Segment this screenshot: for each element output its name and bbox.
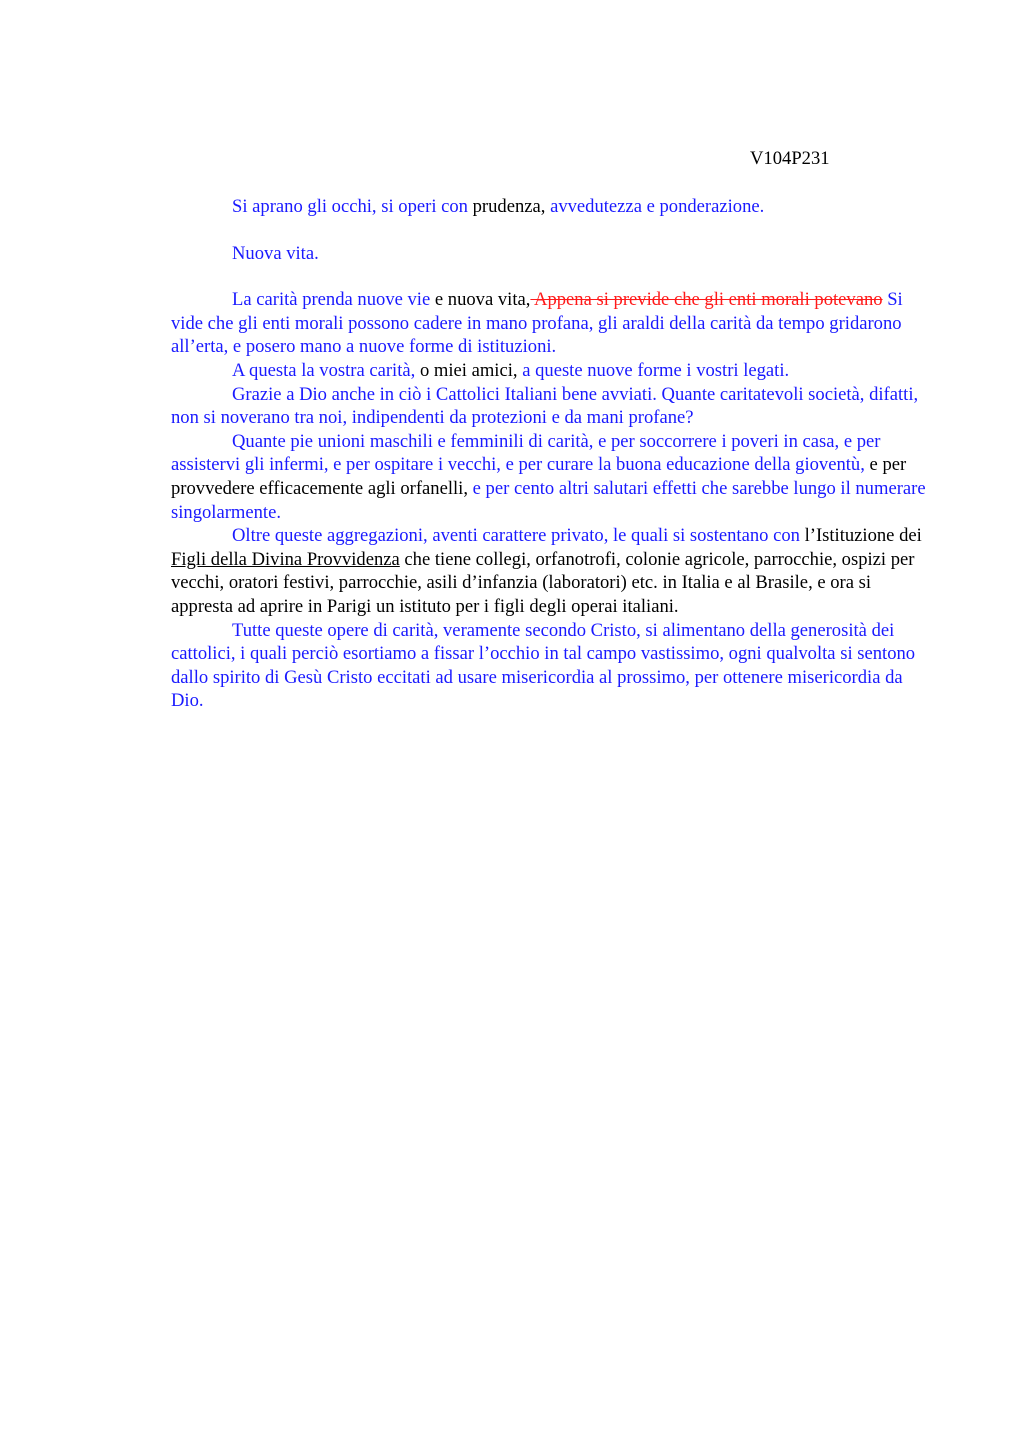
revision-text: La carità prenda nuove vie — [232, 289, 431, 311]
section-heading: Nuova vita. — [232, 242, 319, 264]
document-id: V104P231 — [750, 148, 830, 169]
original-text: che tiene collegi, orfanotrofi, colonie agricole, parrocchie, ospizi per vecchi, oratori festivi, parrocchie, asili d’infanzia (laboratori) etc. in Italia e al Brasile, e ora si appresta ad aprire in Parigi un istituto per i figli degli operai italiani. — [171, 548, 915, 617]
original-text: o miei amici, — [415, 359, 518, 381]
paragraph-divina-provvidenza — [171, 524, 936, 618]
revision-text: A questa la vostra carità, — [232, 359, 416, 381]
revision-text: Si vide che gli enti morali possono cadere in mano profana, gli araldi della carità da tempo gridarono all’erta, e posero mano a nuove forme di istituzioni. — [171, 289, 903, 358]
revision-text: e per cento altri salutari effetti che sarebbe lungo il numerare singolarmente. — [171, 477, 926, 523]
paragraph-carita-nuove-vie — [171, 288, 936, 359]
revision-text: Grazie a Dio anche in ciò i Cattolici Italiani bene avviati. Quante caritatevoli società, difatti, non si noverano tra noi, indipendenti da protezioni e da mani profane? — [171, 383, 919, 429]
document-body — [171, 195, 936, 713]
underlined-institution-name: Figli della Divina Provvidenza — [171, 548, 400, 570]
paragraph-vostra-carita — [171, 359, 936, 383]
revision-text: Quante pie unioni maschili e femminili di carità, e per soccorrere i poveri in casa, e per assistervi gli infermi, e per ospitare i vecchi, e per curare la buona educazione della gioventù, — [171, 430, 881, 476]
paragraph-prudenza — [171, 195, 936, 219]
paragraph-pie-unioni — [171, 430, 936, 524]
deleted-text: Appena si previde che gli enti morali potevano — [530, 289, 883, 311]
paragraph-opere-di-carita — [171, 619, 936, 713]
revision-text: Oltre queste aggregazioni, aventi carattere privato, le quali si sostentano con — [232, 525, 800, 547]
original-text: e per provvedere efficacemente agli orfanelli, — [171, 454, 907, 499]
revision-text: a queste nuove forme i vostri legati. — [517, 359, 790, 381]
revision-text: avvedutezza e ponderazione. — [545, 196, 765, 217]
original-text: prudenza, — [467, 196, 546, 217]
original-text: e nuova vita, — [430, 289, 531, 311]
original-text: l’Istituzione dei — [799, 525, 922, 547]
paragraph-grazie-a-dio — [171, 383, 936, 430]
revision-text: Si aprano gli occhi, si operi con — [232, 196, 468, 217]
revision-text: Tutte queste opere di carità, veramente secondo Cristo, si alimentano della generosità dei cattolici, i quali perciò esortiamo a fissar l’occhio in tal campo vastissimo, ogni qualvolta si sentono dallo spirito di Gesù Cristo eccitati ad usare misericordia al prossimo, per ottenere misericordia da Dio. — [171, 619, 916, 712]
